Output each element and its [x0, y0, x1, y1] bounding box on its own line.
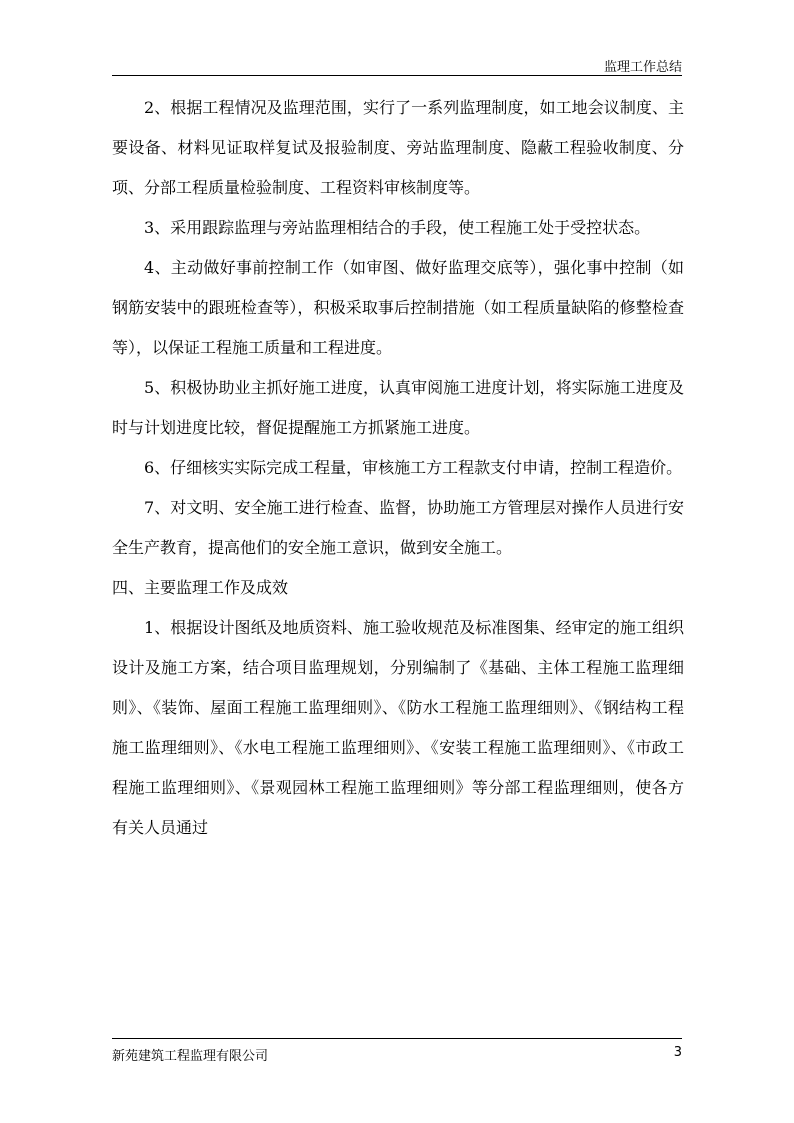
paragraph-item-5: 5、积极协助业主抓好施工进度，认真审阅施工进度计划，将实际施工进度及时与计划进度比较，督促提醒施工方抓紧施工进度。: [112, 378, 684, 437]
footer-rule: [112, 1038, 682, 1039]
paragraph-item-7: 7、对文明、安全施工进行检查、监督，协助施工方管理层对操作人员进行安全生产教育，提高他们的安全施工意识，做到安全施工。: [112, 498, 684, 557]
paragraph-item-4: 4、主动做好事前控制工作（如审图、做好监理交底等），强化事中控制（如钢筋安装中的跟班检查等），积极采取事后控制措施（如工程质量缺陷的修整检查等），以保证工程施工质量和工程进度。: [112, 258, 684, 357]
page-number: 3: [673, 1045, 682, 1060]
document-body: [112, 88, 684, 848]
section-heading: 四、主要监理工作及成效: [112, 578, 289, 597]
footer-company: 新苑建筑工程监理有限公司: [112, 1049, 269, 1064]
paragraph-section-4-item-1: 1、根据设计图纸及地质资料、施工验收规范及标准图集、经审定的施工组织设计及施工方案，结合项目监理规划，分别编制了《基础、主体工程施工监理细则》、《装饰、屋面工程施工监理细则》、《防水工程施工监理细则》、《钢结构工程施工监理细则》、《水电工程施工监理细则》、《安装工程施工监理细则》、《市政工程施工监理细则》、《景观园林工程施工监理细则》等分部工程监理细则，使各方有关人员通过: [112, 618, 684, 837]
header-title: 监理工作总结: [603, 60, 682, 75]
paragraph-item-6: 6、仔细核实实际完成工程量，审核施工方工程款支付申请，控制工程造价。: [144, 458, 683, 477]
paragraph-item-2: 2、根据工程情况及监理范围，实行了一系列监理制度，如工地会议制度、主要设备、材料见证取样复试及报验制度、旁站监理制度、隐蔽工程验收制度、分项、分部工程质量检验制度、工程资料审核制度等。: [112, 98, 684, 197]
paragraph-item-3: 3、采用跟踪监理与旁站监理相结合的手段，使工程施工处于受控状态。: [144, 218, 651, 237]
header-rule: [112, 75, 682, 76]
